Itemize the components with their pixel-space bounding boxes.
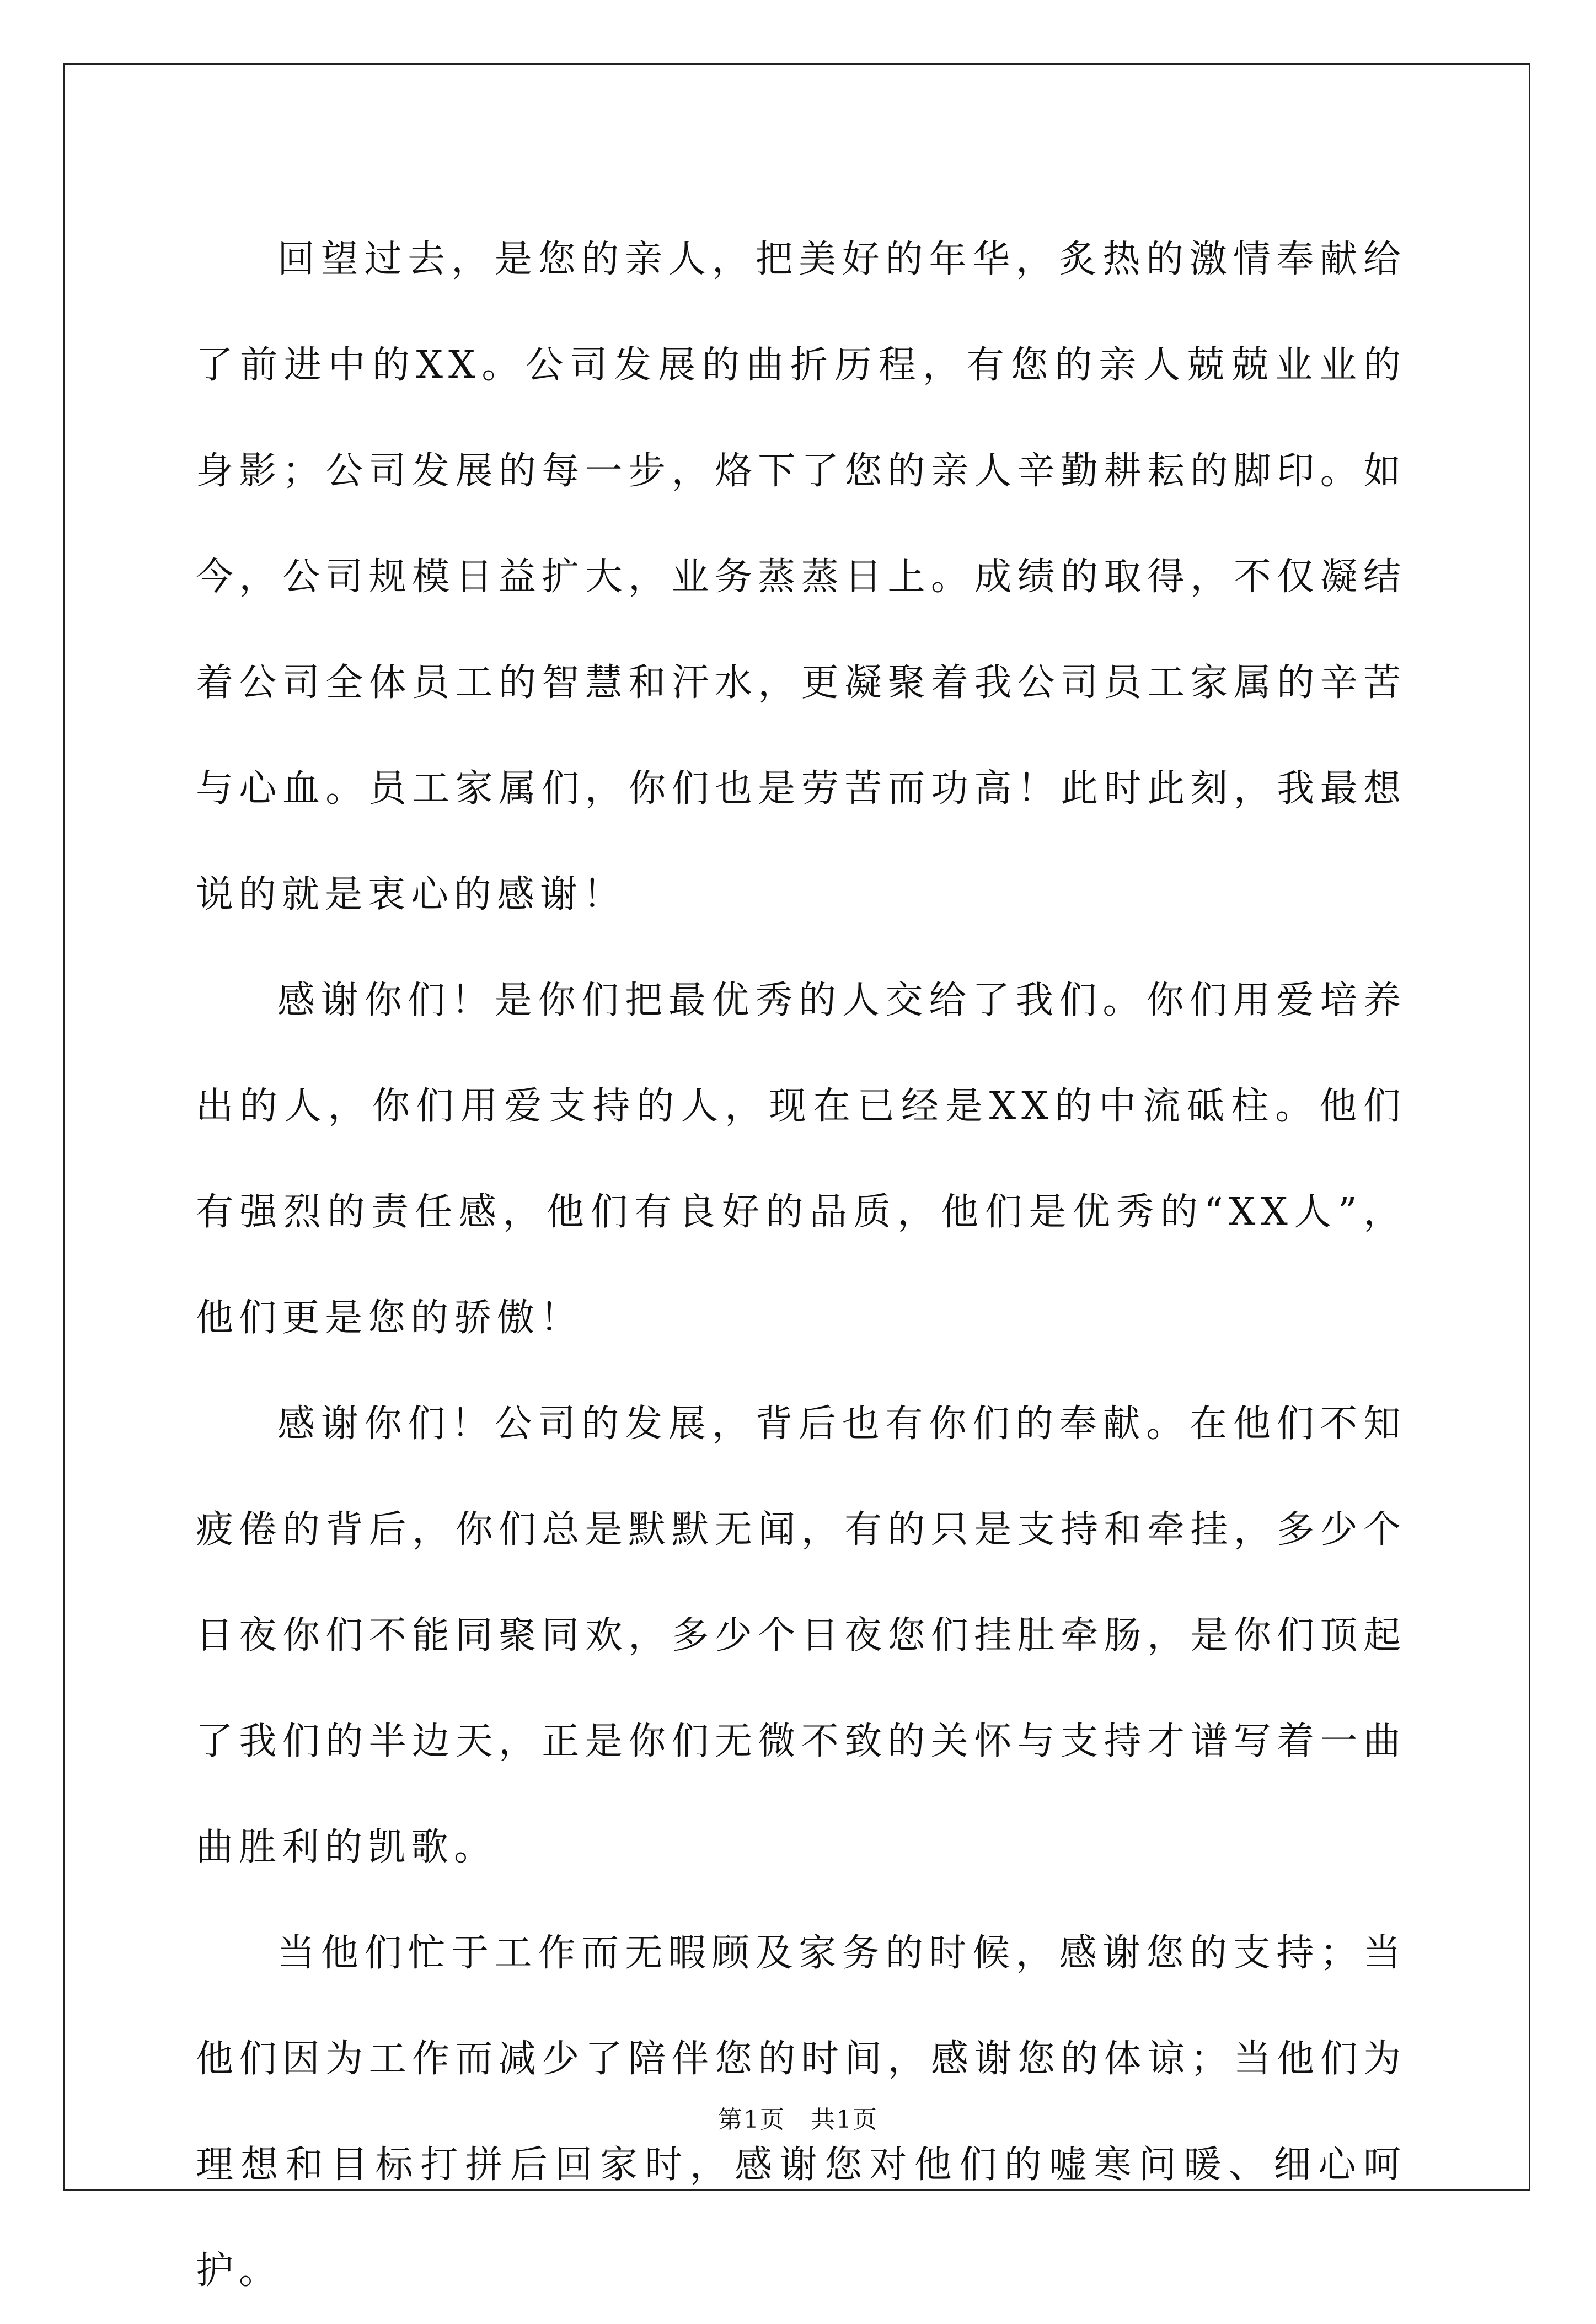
page-footer: 第1页 共1页 [718, 2106, 878, 2134]
paragraph-3: 感谢你们！公司的发展，背后也有你们的奉献。在他们不知疲倦的背后，你们总是默默无闻，有的只是支持和牵挂，多少个日夜你们不能同聚同欢，多少个日夜您们挂肚牵肠，是你们顶起了我们的半边天，正是你们无微不致的关怀与支持才谱写着一曲曲胜利的凯歌。 [196, 1402, 1406, 1869]
paragraph-2: 感谢你们！是你们把最优秀的人交给了我们。你们用爱培养出的人，你们用爱支持的人，现在已经是XX的中流砥柱。他们有强烈的责任感，他们有良好的品质，他们是优秀的“XX人”，他们更是您的骄傲！ [196, 979, 1406, 1340]
document-body [196, 207, 1406, 2324]
paragraph-1: 回望过去，是您的亲人，把美好的年华，炙热的激情奉献给了前进中的XX。公司发展的曲折历程，有您的亲人兢兢业业的身影；公司发展的每一步，烙下了您的亲人辛勤耕耘的脚印。如今，公司规模日益扩大，业务蒸蒸日上。成绩的取得，不仅凝结着公司全体员工的智慧和汗水，更凝聚着我公司员工家属的辛苦与心血。员工家属们，你们也是劳苦而功高！此时此刻，我最想说的就是衷心的感谢！ [196, 238, 1406, 916]
paragraph-4: 当他们忙于工作而无暇顾及家务的时候，感谢您的支持；当他们因为工作而减少了陪伴您的时间，感谢您的体谅；当他们为理想和目标打拼后回家时，感谢您对他们的嘘寒问暖、细心呵护。 [196, 1931, 1406, 2293]
